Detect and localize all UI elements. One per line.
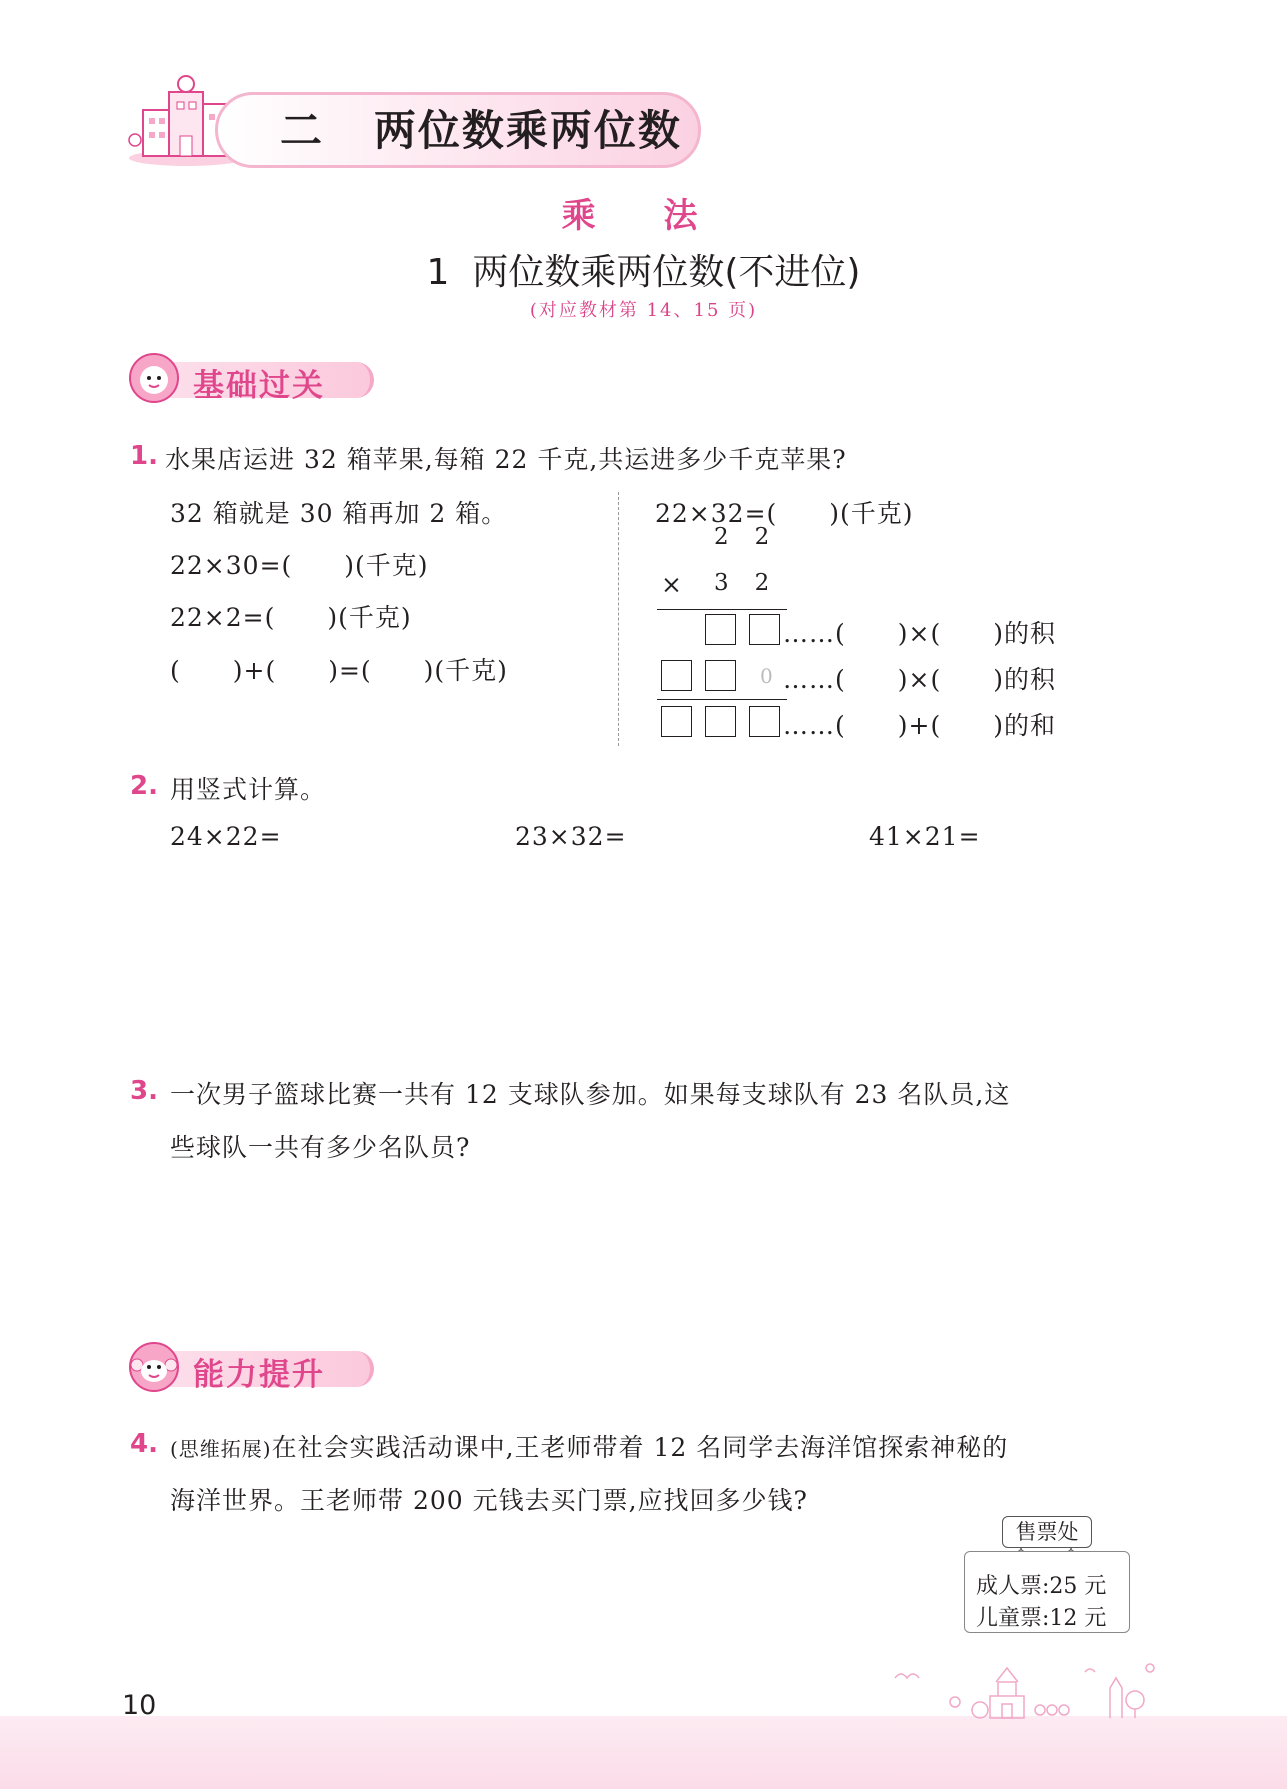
chapter-name: 两位数乘两位数 [373,106,682,155]
q3-number: 3. [130,1076,158,1106]
chapter-number: 二 [280,106,325,155]
section-title: 乘 法 [561,196,726,236]
ticket-adult-price: 成人票:25 元 [976,1574,1107,1599]
q1-divider [618,492,619,746]
q2-text: 用竖式计算。 [170,775,327,804]
q1-answer-box[interactable] [661,706,692,737]
castle-illustration-icon [880,1650,1170,1720]
q1-left-line-1: 32 箱就是 30 箱再加 2 箱。 [170,499,508,528]
q1-row-2-text: ……( )×( )的积 [783,665,1056,694]
q1-line-1 [657,609,787,610]
page-number: 10 [122,1690,157,1721]
q1-right-header: 22×32=( )(千克) [655,499,914,528]
girl-avatar-icon [128,352,180,404]
q1-left-line-2: 22×30=( )(千克) [170,551,429,580]
ticket-title: 售票处 [1002,1516,1092,1548]
q1-vertical-bottom: 3 2 [714,570,771,596]
lesson-reference: (对应教材第 14、15 页) [529,300,758,321]
q1-answer-box[interactable] [705,660,736,691]
q1-answer-box[interactable] [749,706,780,737]
q1-row-1-text: ……( )×( )的积 [783,619,1056,648]
q4-line-1: 在社会实践活动课中,王老师带着 12 名同学去海洋馆探索神秘的 [271,1433,1009,1462]
q4-line-2: 海洋世界。王老师带 200 元钱去买门票,应找回多少钱? [170,1486,808,1515]
q1-answer-box[interactable] [705,706,736,737]
q1-answer-box[interactable] [749,614,780,645]
q4-tag: (思维拓展) [170,1437,272,1461]
q3-line-2: 些球队一共有多少名队员? [170,1133,471,1162]
q1-text: 水果店运进 32 箱苹果,每箱 22 千克,共运进多少千克苹果? [165,445,847,474]
q3-line-1: 一次男子篮球比赛一共有 12 支球队参加。如果每支球队有 23 名队员,这 [170,1080,1011,1109]
q1-answer-box[interactable] [705,614,736,645]
q1-left-line-3: 22×2=( )(千克) [170,603,412,632]
q2-problem-2: 23×32= [515,822,627,851]
q2-number: 2. [130,771,158,801]
q2-problem-3: 41×21= [869,822,981,851]
q4-number: 4. [130,1429,158,1459]
lesson-title: 1 两位数乘两位数(不进位) [426,252,861,293]
q2-problem-1: 24×22= [170,822,282,851]
chapter-title [280,98,682,158]
q4-line-1-wrap [170,1428,1008,1464]
badge-advanced-text: 能力提升 [193,1357,325,1393]
q1-row-3-text: ……( )+( )的和 [783,711,1056,740]
ticket-child-price: 儿童票:12 元 [976,1606,1107,1631]
q1-zero-hint: 0 [760,664,773,688]
monkey-avatar-icon [128,1341,180,1393]
q1-vertical-top: 2 2 [714,524,771,550]
q1-line-2 [657,699,787,700]
footer-band [0,1716,1287,1789]
q1-left-line-4: ( )+( )=( )(千克) [170,656,508,685]
q1-times-sign: × [661,570,683,599]
q1-number: 1. [130,441,158,471]
badge-basic-text: 基础过关 [193,368,325,404]
q1-answer-box[interactable] [661,660,692,691]
